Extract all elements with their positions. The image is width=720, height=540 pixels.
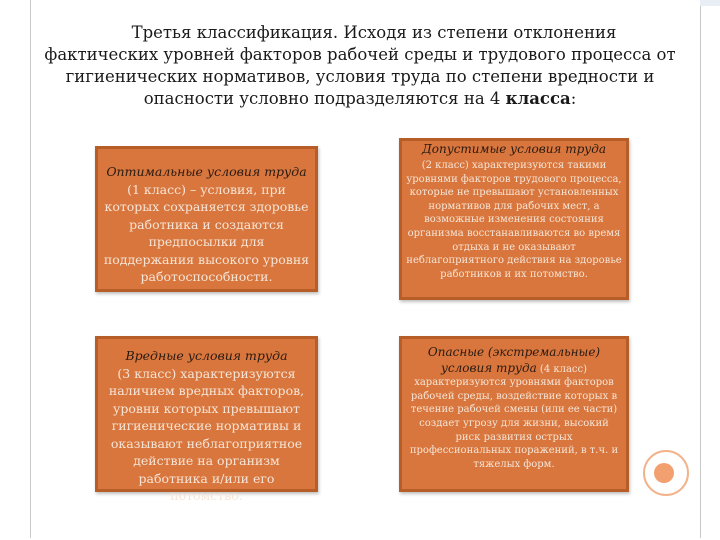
title-line-4 (40, 88, 680, 110)
optimal-heading: Оптимальные условия труда (106, 164, 307, 179)
optimal-text: – условия, при которых сохраняется здоровье работника и создаются предпосылки для поддержания высокого уровня работоспособности. (103, 181, 310, 284)
harmful-conditions-box (95, 336, 318, 503)
corner-decoration (700, 0, 720, 6)
title-line-4-suffix: : (570, 89, 577, 108)
decorative-dot (654, 463, 674, 483)
title-bold-word: класса (505, 89, 571, 108)
title-line-4-prefix: опасности условно подразделяются на 4 (143, 89, 501, 108)
harmful-text: (3 класс) характеризуются наличием вредных факторов, уровни которых превышают гигиенические нормативы и оказывают неблагоприятное действие на организм работника и/или его потомство. (108, 365, 305, 503)
acceptable-heading: Допустимые условия труда (422, 142, 606, 156)
dangerous-heading: Опасные (экстремальные) условия труда (427, 345, 601, 375)
acceptable-conditions-box (399, 138, 629, 300)
slide-title (40, 22, 680, 110)
optimal-conditions-box (95, 146, 318, 292)
dangerous-conditions-box (399, 336, 629, 492)
title-line-3: гигиенических нормативов, условия труда по степени вредности и (65, 67, 655, 86)
acceptable-text: (2 класс) характеризуются такими уровнями факторов трудового процесса, которые не превышают установленных нормативов для рабочих мест, а возможные изменения состояния организма восстанавливаются во время отдыха и не оказывают неблагоприятного действия на здоровье работников и их потомство. (406, 160, 622, 280)
optimal-class-tag: (1 класс) (127, 181, 186, 197)
title-line-2: фактических уровней факторов рабочей среды и трудового процесса от (44, 45, 676, 64)
harmful-heading: Вредные условия труда (125, 348, 288, 363)
title-line-1: Третья классификация. Исходя из степени отклонения (131, 23, 617, 42)
dangerous-text: (4 класс) характеризуются уровнями факторов рабочей среды, воздействие которых в течение рабочей смены (или ее части) создает угрозу для жизни, высокий риск развития острых профессиональных поражений, в т.ч. и тяжелых форм. (409, 363, 619, 470)
